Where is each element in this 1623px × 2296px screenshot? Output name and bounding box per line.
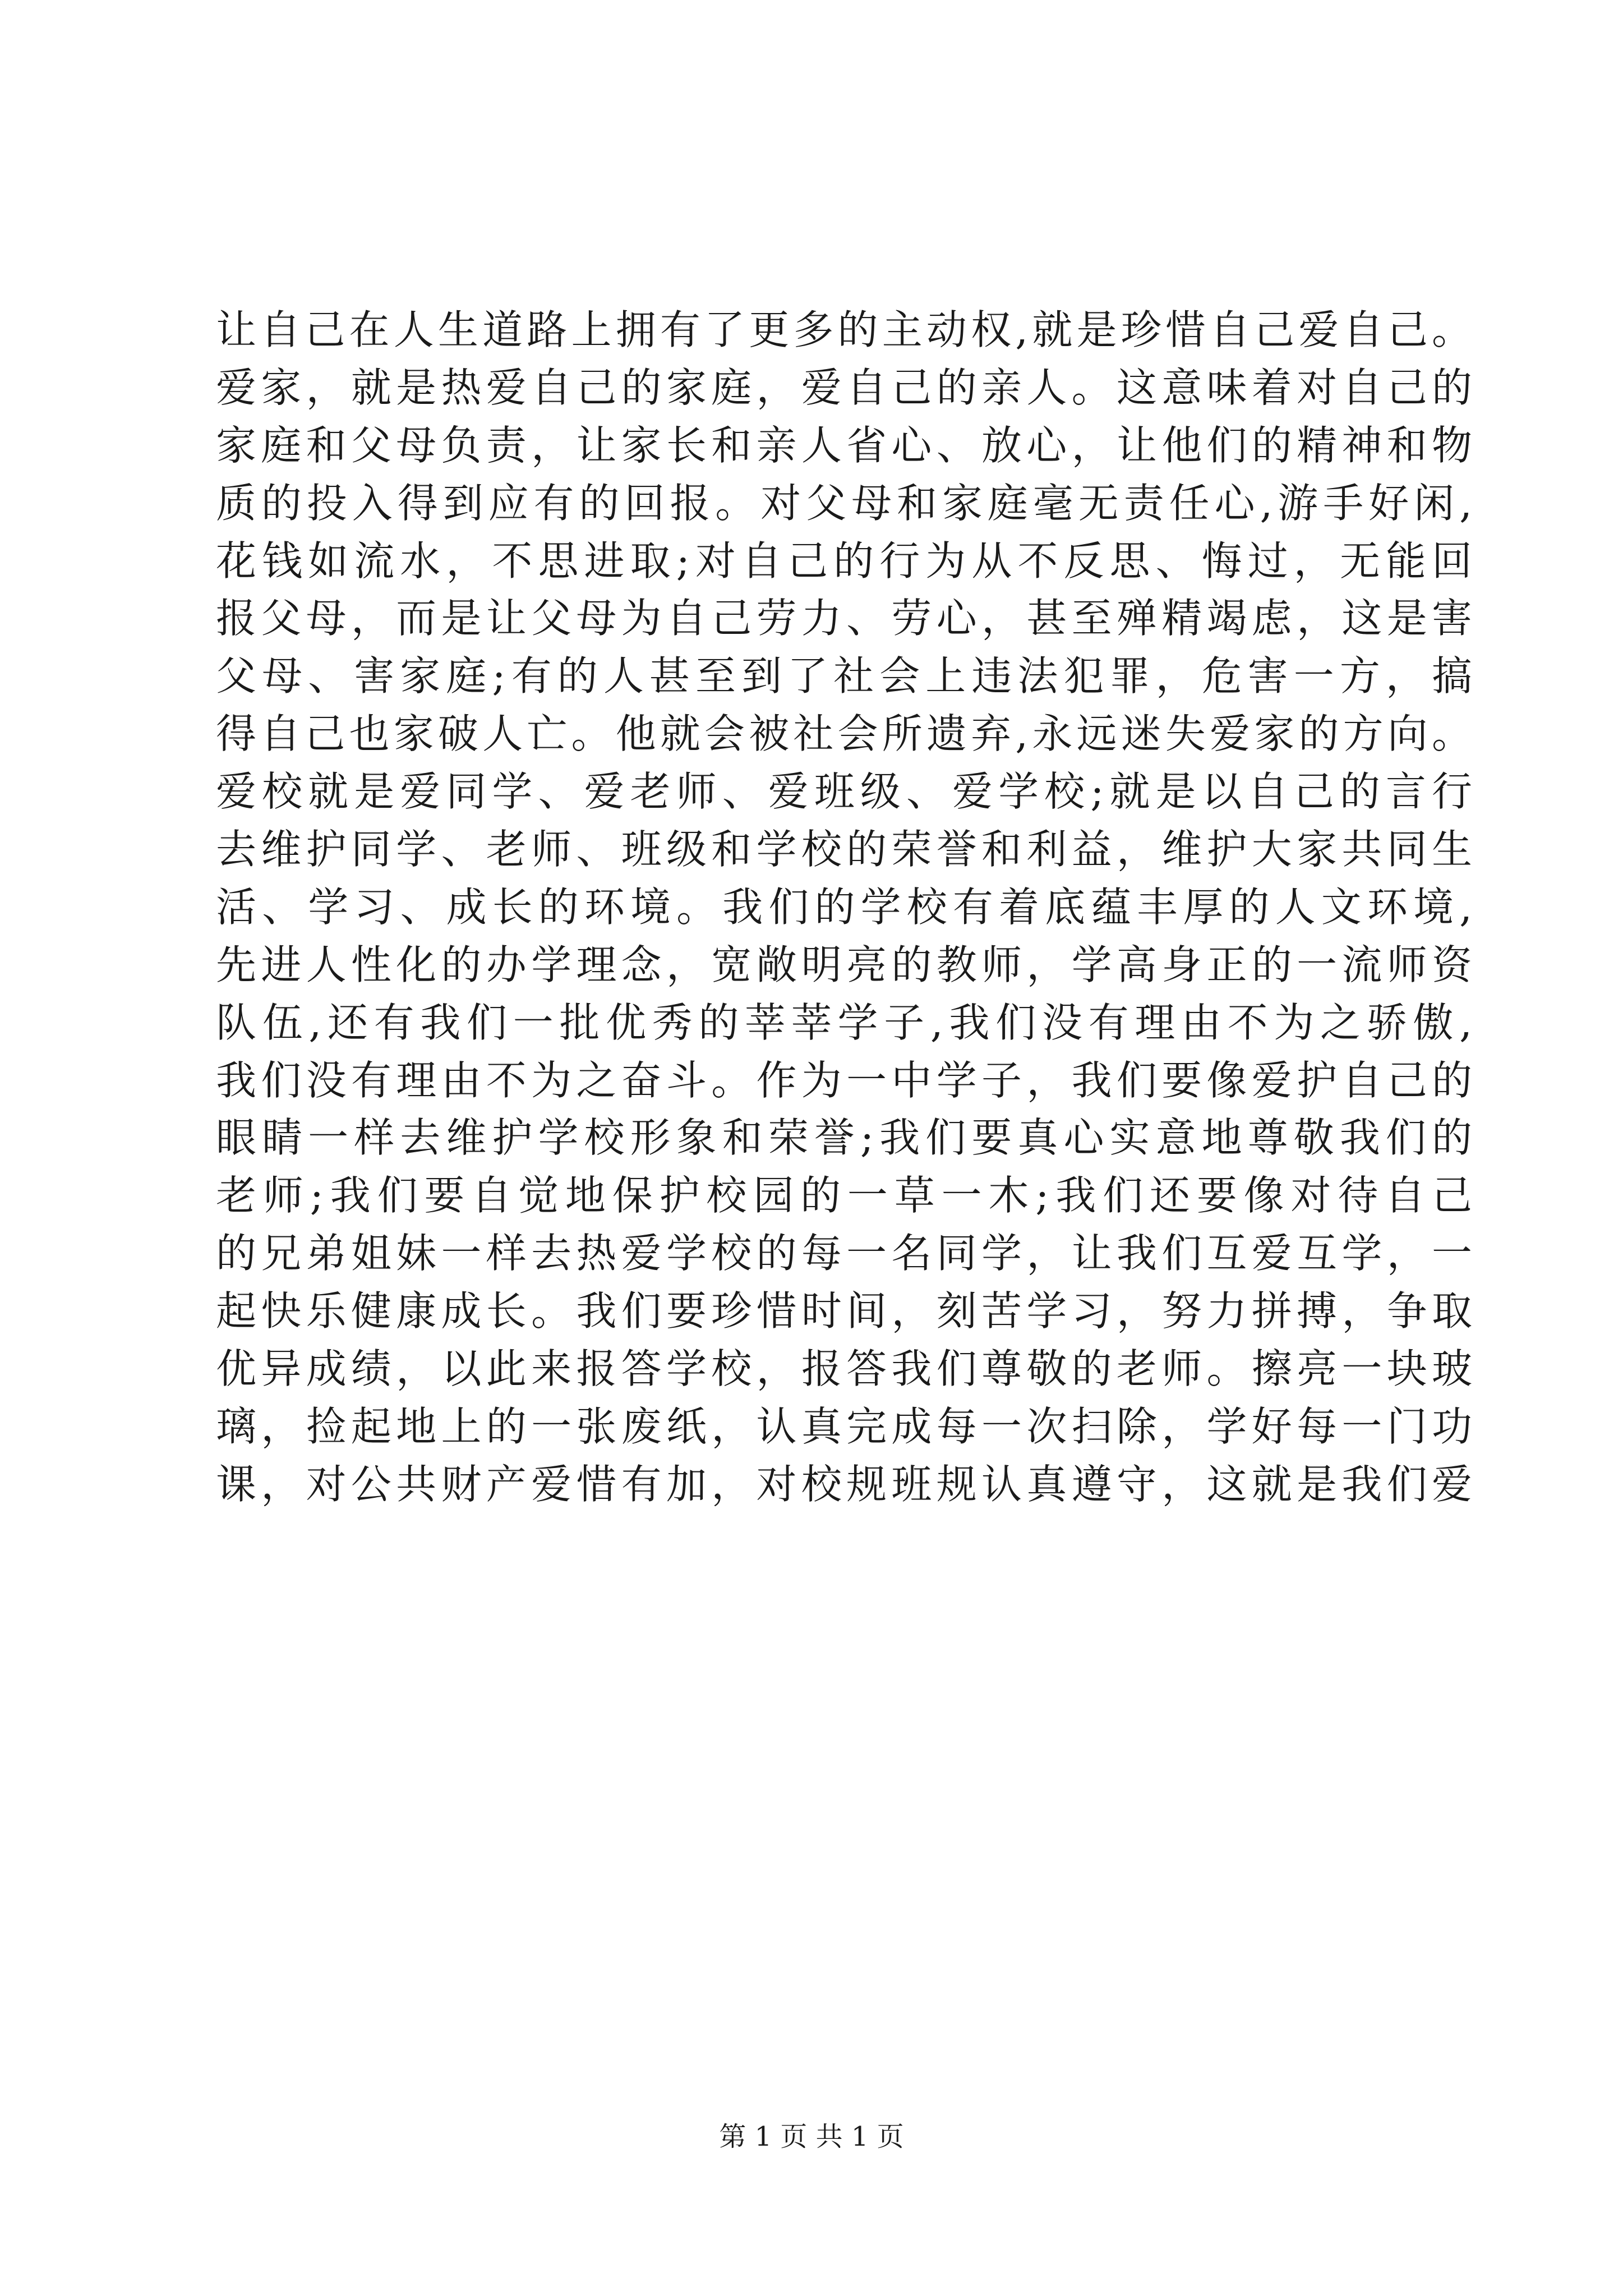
text-line: 先进人性化的办学理念，宽敞明亮的教师，学高身正的一流师资 [216,941,1472,988]
text-line: 爱校就是爱同学、爱老师、爱班级、爱学校;就是以自己的言行 [216,768,1472,816]
text-line: 课，对公共财产爱惜有加，对校规班规认真遵守，这就是我们爱 [216,1460,1472,1508]
text-line: 活、学习、成长的环境。我们的学校有着底蕴丰厚的人文环境, [216,883,1472,931]
body-text [216,303,1472,1515]
text-line: 的兄弟姐妹一样去热爱学校的每一名同学，让我们互爱互学，一 [216,1230,1472,1277]
text-line: 得自己也家破人亡。他就会被社会所遗弃,永远迷失爱家的方向。 [216,710,1472,758]
text-line: 璃，捡起地上的一张废纸，认真完成每一次扫除，学好每一门功 [216,1402,1472,1450]
text-line: 老师;我们要自觉地保护校园的一草一木;我们还要像对待自己 [216,1172,1472,1220]
text-line: 报父母，而是让父母为自己劳力、劳心，甚至殚精竭虑，这是害 [216,595,1472,642]
text-line: 我们没有理由不为之奋斗。作为一中学子，我们要像爱护自己的 [216,1056,1472,1104]
text-line: 家庭和父母负责，让家长和亲人省心、放心，让他们的精神和物 [216,421,1472,469]
text-line: 让自己在人生道路上拥有了更多的主动权,就是珍惜自己爱自己。 [216,306,1472,353]
text-line: 优异成绩，以此来报答学校，报答我们尊敬的老师。擦亮一块玻 [216,1345,1472,1393]
text-line: 眼睛一样去维护学校形象和荣誉;我们要真心实意地尊敬我们的 [216,1114,1472,1162]
text-line: 父母、害家庭;有的人甚至到了社会上违法犯罪，危害一方，搞 [216,652,1472,700]
text-line: 起快乐健康成长。我们要珍惜时间，刻苦学习，努力拼搏，争取 [216,1287,1472,1335]
text-line: 去维护同学、老师、班级和学校的荣誉和利益，维护大家共同生 [216,826,1472,873]
text-line: 花钱如流水，不思进取;对自己的行为从不反思、悔过，无能回 [216,537,1472,585]
page-number-footer: 第 1 页 共 1 页 [719,2121,904,2152]
text-line: 爱家，就是热爱自己的家庭，爱自己的亲人。这意味着对自己的 [216,364,1472,411]
text-line: 队伍,还有我们一批优秀的莘莘学子,我们没有理由不为之骄傲, [216,999,1472,1046]
text-line: 质的投入得到应有的回报。对父母和家庭毫无责任心,游手好闲, [216,479,1472,527]
